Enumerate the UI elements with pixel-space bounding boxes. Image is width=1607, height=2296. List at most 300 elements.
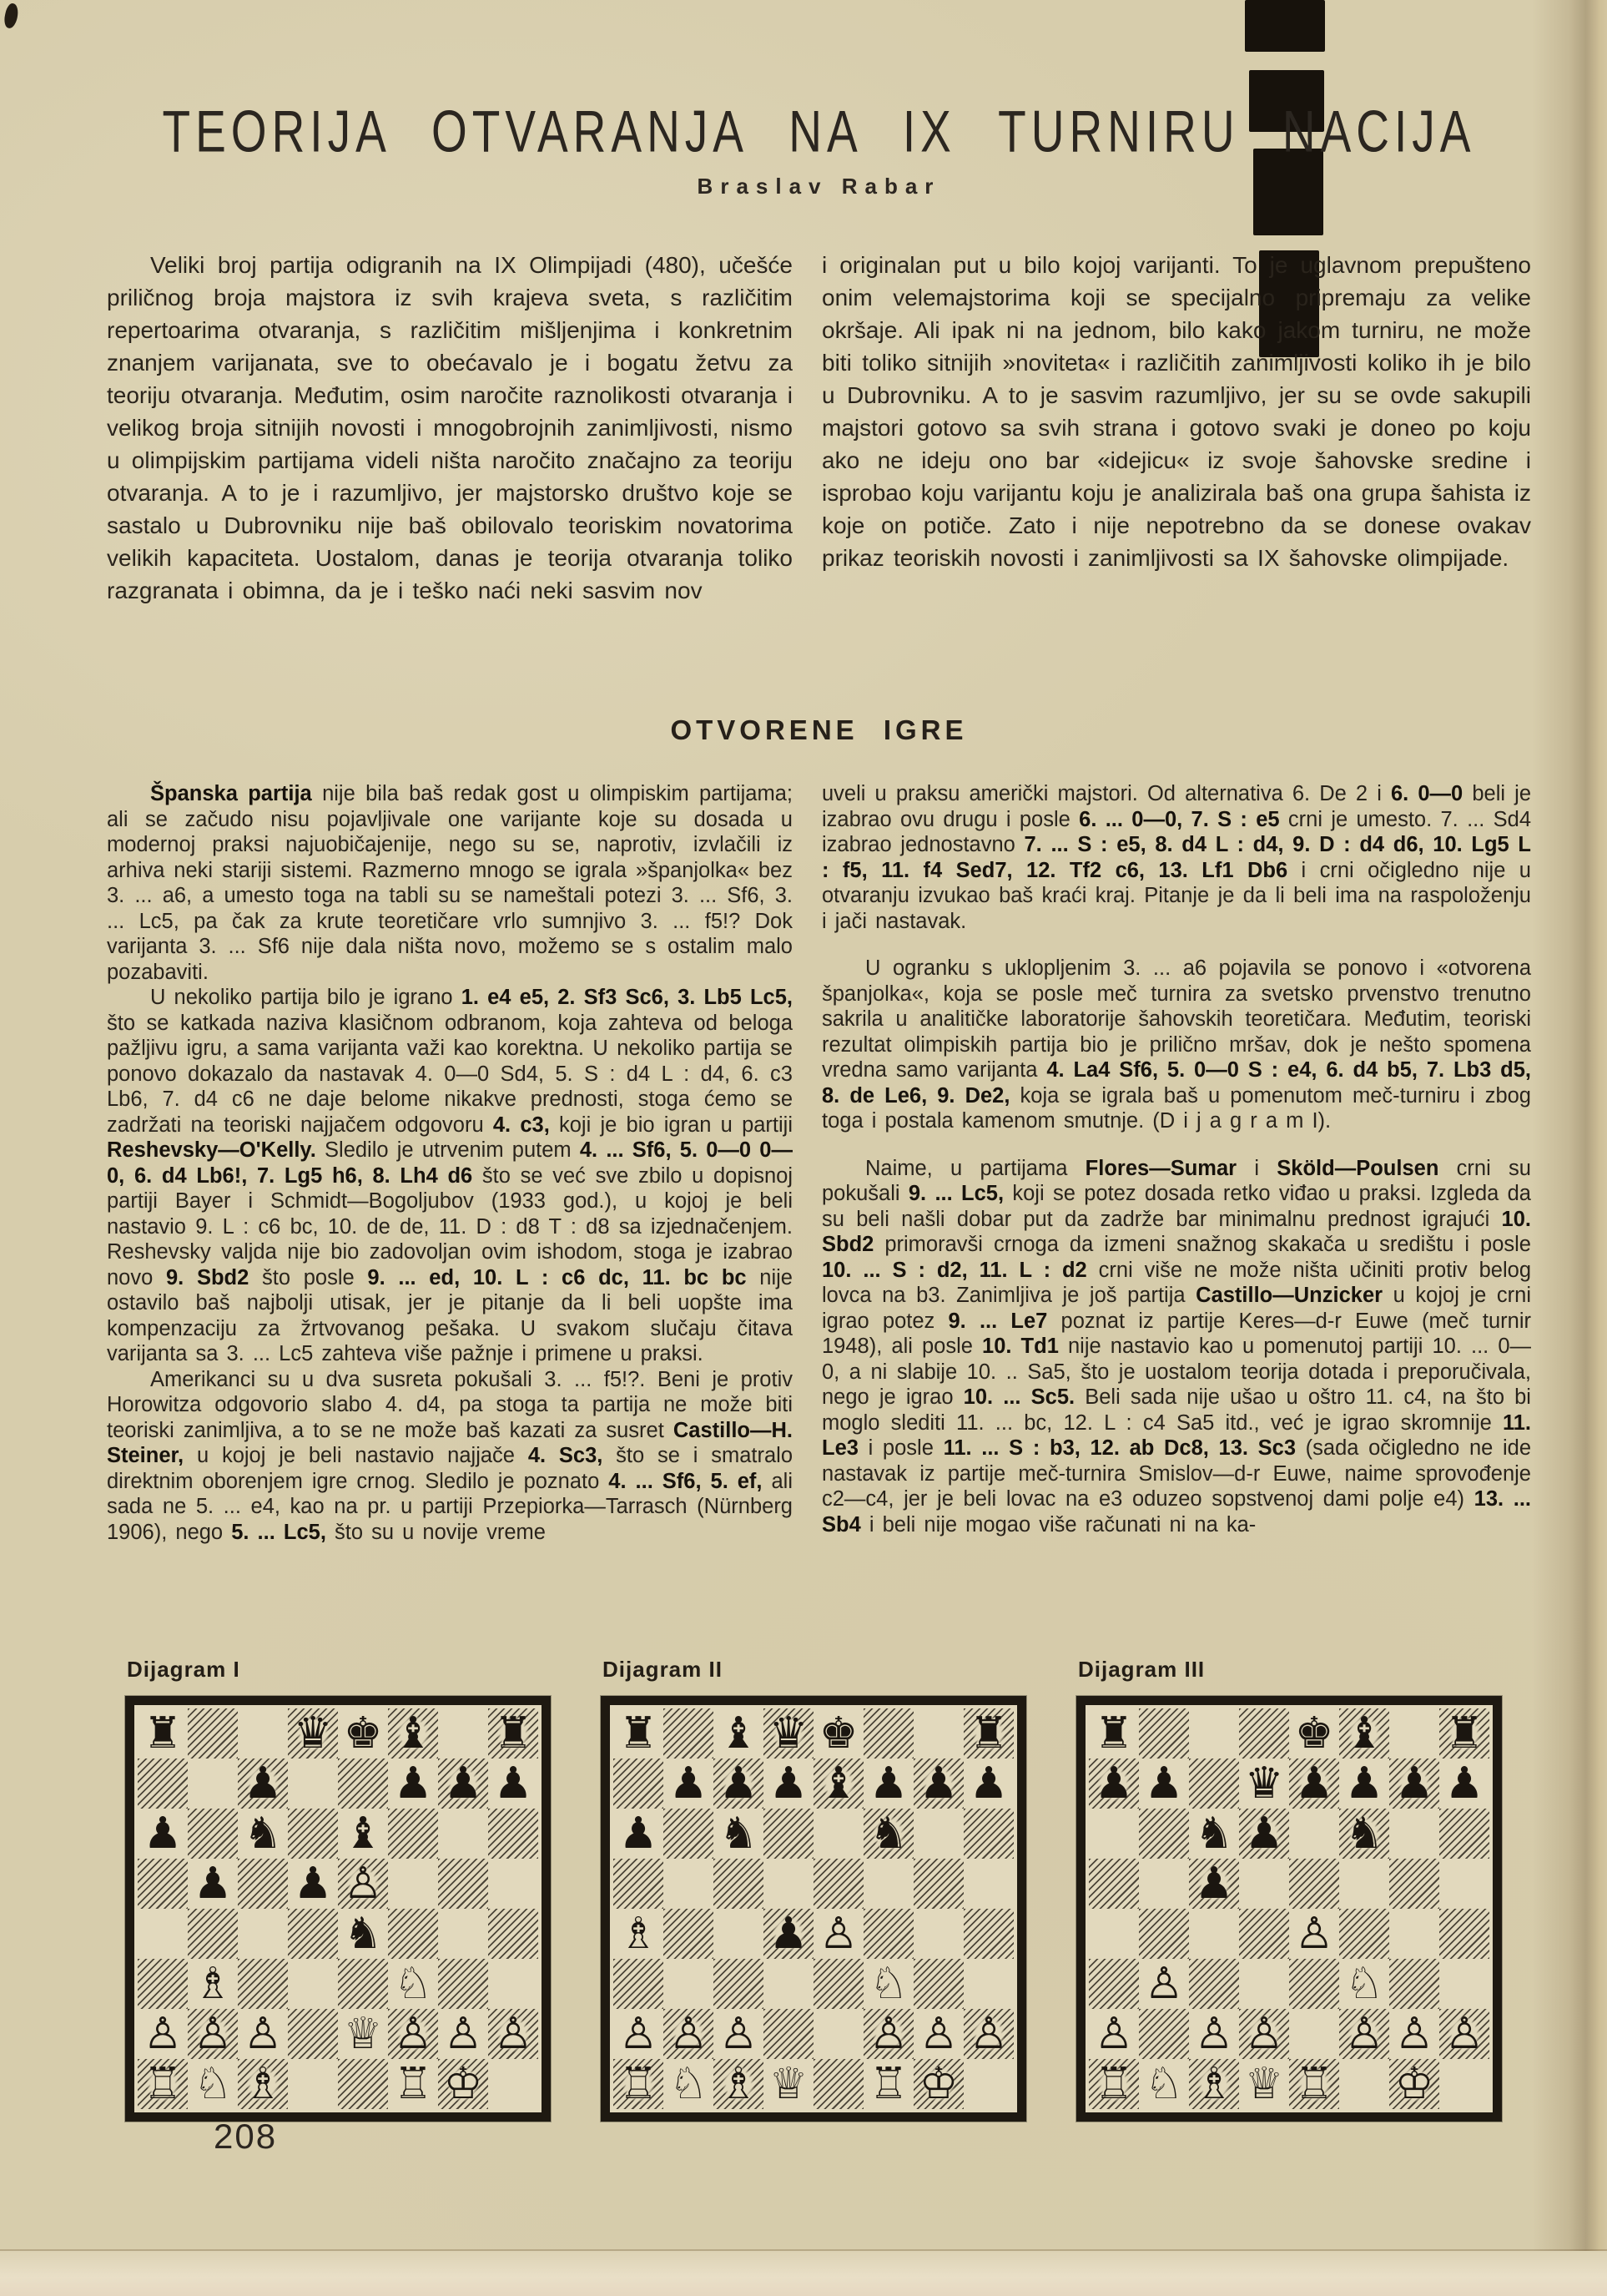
board-square <box>914 1809 964 1859</box>
board-square <box>864 1909 914 1959</box>
white-pawn-icon: ♙ <box>1443 2010 1487 2058</box>
white-king-icon: ♔ <box>441 2060 486 2108</box>
white-queen-icon: ♕ <box>343 2009 383 2059</box>
board-square <box>1439 1809 1489 1859</box>
black-pawn-icon: ♟ <box>969 1759 1009 1809</box>
board-square <box>864 1959 914 2009</box>
body-text: Naime, u partijama <box>865 1156 1086 1180</box>
board-square <box>814 2009 864 2059</box>
black-pawn-icon: ♟ <box>618 1809 658 1859</box>
board-square <box>763 2009 814 2059</box>
board-square <box>1239 2059 1289 2109</box>
article-author: Braslav Rabar <box>697 174 941 199</box>
board-square <box>488 1809 538 1859</box>
board-square <box>814 1909 864 1959</box>
black-pawn-icon: ♟ <box>1292 1759 1337 1808</box>
board-square <box>188 1859 238 1909</box>
board-square <box>338 1909 388 1959</box>
body-text: Beli sada nije ušao u oštro 11. c4, na što bi moglo slediti 11. ... bc, 12. L : c4 Sa5 itd., već je igrao skromnije <box>822 1385 1531 1435</box>
board-square <box>663 1859 713 1909</box>
board-square <box>1289 2009 1339 2059</box>
board-square <box>814 1759 864 1809</box>
black-rook-icon: ♜ <box>967 1709 1011 1758</box>
board-square <box>914 2059 964 2109</box>
board-square <box>1389 1959 1439 2009</box>
board-square <box>1389 1859 1439 1909</box>
board-square <box>763 1859 814 1909</box>
white-bishop-icon: ♗ <box>193 1959 233 2009</box>
paragraph <box>822 249 1531 574</box>
board-square <box>438 2059 488 2109</box>
board-square <box>338 1809 388 1859</box>
white-knight-icon: ♘ <box>1344 1959 1384 2009</box>
board-square <box>138 1809 188 1859</box>
white-pawn-icon: ♙ <box>618 2009 658 2059</box>
bold-text: 4. c3, <box>492 1113 550 1137</box>
black-pawn-icon: ♟ <box>668 1759 708 1809</box>
board-square <box>388 1909 438 1959</box>
bold-text: 1. e4 e5, 2. Sf3 Sc6, 3. Lb5 Lc5, <box>461 986 793 1009</box>
chess-board <box>125 1696 551 2122</box>
body-text: koji se potez dosada retko viđao u praksi. Izgleda da su beli našli dobar put da zadrže bar minimalnu prednost igrajući <box>822 1182 1531 1231</box>
black-pawn-icon: ♟ <box>193 1859 233 1909</box>
body-text: ali sada ne 5. ... e4, kao na pr. u partiji Przepiorka—Tarrasch (Nürnberg 1906), nego <box>107 1469 793 1544</box>
body-text: i posle <box>858 1436 944 1460</box>
board-square <box>488 1759 538 1809</box>
board-square <box>814 2059 864 2109</box>
white-pawn-icon: ♙ <box>1144 1959 1184 2009</box>
board-square <box>238 2059 288 2109</box>
board-square <box>1139 1859 1189 1909</box>
chess-board <box>1076 1696 1502 2122</box>
black-knight-icon: ♞ <box>718 1809 758 1859</box>
board-square <box>288 1809 338 1859</box>
article-title: TEORIJA OTVARANJA NA IX TURNIRU NACIJA <box>162 98 1476 164</box>
board-square <box>488 1859 538 1909</box>
black-king-icon: ♚ <box>819 1708 859 1759</box>
white-pawn-icon: ♙ <box>1394 2009 1434 2059</box>
board-square <box>964 1959 1014 2009</box>
board-square <box>1389 2009 1439 2059</box>
board-square <box>1139 1708 1189 1759</box>
board-square <box>1089 1909 1139 1959</box>
body-text: što se katkada naziva klasičnom odbranom, koja zahteva od beloga pažljivu igru, a sama varijanta važi kao korektna. U nekoliko partija se ponovo dokazalo da nastavak 4. 0—0 Sd4, 5. S : d4 L : d4, 6. c3 Lb6, 7. d4 c6 ne daje belome nikakve prednosti, stoga ćemo se zadržati na teoriski najjačem odgovoru <box>107 1011 793 1137</box>
white-bishop-icon: ♗ <box>717 2060 761 2108</box>
board-square <box>864 1708 914 1759</box>
bold-text: 11. Le3 <box>822 1410 1531 1460</box>
board-square <box>1439 1859 1489 1909</box>
board-square <box>1339 1708 1389 1759</box>
white-pawn-icon: ♙ <box>191 2010 235 2058</box>
black-bishop-icon: ♝ <box>718 1708 758 1759</box>
body-text: U ogranku s uklopljenim 3. ... a6 pojavila se ponovo i «otvorena španjolka«, koja se posle meč turnira za svetsko prvenstvo trenutno sakrila u analitičke laboratorije šahovskih teoretičara. Međutim, teoriski rezultat olimpiskih partija bio je prilično mršav, dok je nešto spomena vredna samo varijanta <box>822 956 1531 1082</box>
bold-text: 4. La4 Sf6, 5. 0—0 S : e4, 6. d4 b5, 7. Lb3 d5, 8. de Le6, 9. De2, <box>822 1058 1532 1108</box>
white-queen-icon: ♕ <box>1244 2059 1284 2109</box>
board-square <box>663 1708 713 1759</box>
page-number: 208 <box>214 2117 278 2156</box>
board-square <box>1439 1959 1489 2009</box>
board-square <box>188 1909 238 1959</box>
white-rook-icon: ♖ <box>1092 2060 1136 2108</box>
board-square <box>138 1759 188 1809</box>
board-square <box>438 2009 488 2059</box>
board-square <box>964 1909 1014 1959</box>
diagram-caption: Dijagram II <box>602 1657 723 1682</box>
board-square <box>964 1759 1014 1809</box>
board-square <box>713 2009 763 2059</box>
body-text: U nekoliko partija bilo je igrano <box>150 986 461 1009</box>
board-square <box>138 2009 188 2059</box>
board-square <box>713 1909 763 1959</box>
black-bishop-icon: ♝ <box>1343 1709 1387 1758</box>
paragraph <box>822 781 1531 934</box>
bold-text: 13. ... Sb4 <box>822 1487 1531 1537</box>
board-square <box>1139 2009 1189 2059</box>
bold-text: 4. ... Sf6, 5. 0—0 0—0, 6. d4 Lb6!, 7. Lg5 h6, 8. Lh4 d6 <box>107 1138 793 1188</box>
board-square <box>964 1809 1014 1859</box>
body-text: Sledilo je utrvenim putem <box>315 1138 580 1162</box>
body-text: što se već sve zbilo u dopisnoj partiji Bayer i Schmidt—Bogoljubov (1933 god.), u kojoj je beli nastavio 9. L : c6 bc, 10. de de, 11. D : d8 T : d8 sa izjednačenjem. Reshevsky valjda nije bio zadovoljan ovim ishodom, stoga je izabrao novo <box>107 1163 793 1289</box>
white-knight-icon: ♘ <box>869 1959 909 2009</box>
board-square <box>613 1859 663 1909</box>
board-square <box>438 1809 488 1859</box>
white-pawn-icon: ♙ <box>391 2010 436 2058</box>
board-square <box>1239 1809 1289 1859</box>
board-square <box>438 1909 488 1959</box>
body-text: u kojoj je beli nastavio najjače <box>184 1444 528 1467</box>
board-square <box>864 2009 914 2059</box>
board-square <box>438 1959 488 2009</box>
board-square <box>1389 2059 1439 2109</box>
board-square <box>1239 2009 1289 2059</box>
scan-ink-mark <box>3 3 20 29</box>
bold-text: 5. ... Lc5, <box>231 1520 326 1544</box>
board-square <box>1239 1909 1289 1959</box>
body-text: koji je bio igran u partiji <box>549 1113 793 1137</box>
bold-text: 9. ... Lc5, <box>908 1182 1005 1205</box>
white-rook-icon: ♖ <box>869 2059 909 2109</box>
board-square <box>914 1859 964 1909</box>
board-square <box>763 1759 814 1809</box>
black-bishop-icon: ♝ <box>817 1759 861 1808</box>
black-bishop-icon: ♝ <box>391 1709 436 1758</box>
white-pawn-icon: ♙ <box>243 2009 283 2059</box>
body-text: koja se igrala baš u pomenutom meč-turniru i zbog toga i postala kamenom smutnje. (D i j a g r a m I). <box>822 1083 1531 1133</box>
board-square <box>388 1959 438 2009</box>
body-text: što su u novije vreme <box>325 1520 546 1544</box>
board-square <box>814 1959 864 2009</box>
body-text: Veliki broj partija odigranih na IX Olimpijadi (480), učešće priličnog broja majstora iz svih krajeva sveta, s različitim repertoarima otvaranja, s različitim mišljenjima i konkretnim znanjem varijanata, sve to obećavalo je i bogatu žetvu za teoriju otvaranja. Međutim, osim naročite raznolikosti otvaranja i velikog broja sitnijih novosti i mnogobrojnih zanimljivosti, nismo u olimpijskim partijama videli ništa naročito značajno za teoriju otvaranja. A to je i razumljivo, jer majstorsko društvo koje se sastalo u Dubrovniku nije baš obilovalo teoriskim novatorima velikih kapaciteta. Uostalom, danas je teorija otvaranja toliko razgranata i obimna, da je i teško naći neki sasvim nov <box>107 252 793 603</box>
board-square <box>388 1708 438 1759</box>
board-square <box>1089 2009 1139 2059</box>
board-square <box>1289 2059 1339 2109</box>
board-square <box>613 1708 663 1759</box>
white-pawn-icon: ♙ <box>718 2009 758 2059</box>
board-square <box>488 1959 538 2009</box>
white-knight-icon: ♘ <box>193 2059 233 2109</box>
board-square <box>663 2059 713 2109</box>
board-square <box>1339 1909 1389 1959</box>
board-square <box>613 1759 663 1809</box>
board-square <box>488 2009 538 2059</box>
board-square <box>1239 1959 1289 2009</box>
black-pawn-icon: ♟ <box>241 1759 285 1808</box>
body-text: što se i smatralo direktnim oborenjem igre crnog. Sledilo je poznato <box>107 1444 793 1493</box>
board-square <box>1389 1759 1439 1809</box>
black-pawn-icon: ♟ <box>143 1809 183 1859</box>
board-square <box>238 2009 288 2059</box>
black-pawn-icon: ♟ <box>441 1759 486 1808</box>
board-square <box>1089 1759 1139 1809</box>
board-square <box>763 1708 814 1759</box>
board-square <box>1189 1859 1239 1909</box>
board-square <box>1189 2059 1239 2109</box>
white-pawn-icon: ♙ <box>919 2009 959 2059</box>
body-text: nije nastavio kao u pomenutoj partiji 10. ... 0—0, a ni slabije 10. .. Sa5, što je uostalom teorija dotada i preporučivala, nego je igrao <box>822 1335 1531 1409</box>
board-square <box>338 1759 388 1809</box>
board-square <box>138 1959 188 2009</box>
board-square <box>1239 1859 1289 1909</box>
board-square <box>288 1759 338 1809</box>
board-square <box>1189 1809 1239 1859</box>
board-square <box>1139 1909 1189 1959</box>
board-square <box>1339 2009 1389 2059</box>
board-square <box>238 1708 288 1759</box>
white-pawn-icon: ♙ <box>1194 2009 1234 2059</box>
body-text: primoravši crnoga da izmeni snažnog skakača u središtu i posle <box>874 1233 1531 1256</box>
board-square <box>238 1859 288 1909</box>
board-square <box>1089 1859 1139 1909</box>
board-square <box>188 1959 238 2009</box>
main-column-left <box>107 781 793 1545</box>
board-square <box>1089 1809 1139 1859</box>
board-square <box>1139 2059 1189 2109</box>
board-square <box>964 1708 1014 1759</box>
board-square <box>388 2009 438 2059</box>
board-square <box>713 1809 763 1859</box>
main-columns <box>107 781 1531 1545</box>
bold-text: 10. ... S : d2, 11. L : d2 <box>822 1258 1087 1282</box>
bold-text: Flores—Sumar <box>1085 1156 1237 1180</box>
black-rook-icon: ♜ <box>143 1708 183 1759</box>
board-square <box>1139 1759 1189 1809</box>
board-square <box>713 1708 763 1759</box>
board-square <box>1189 1959 1239 2009</box>
board-square <box>964 2059 1014 2109</box>
black-pawn-icon: ♟ <box>768 1759 809 1809</box>
board-square <box>388 1809 438 1859</box>
bold-text: 6. 0—0 <box>1391 782 1463 805</box>
board-square <box>1189 2009 1239 2059</box>
bold-text: 11. ... S : b3, 12. ab Dc8, 13. Sc3 <box>943 1436 1297 1460</box>
board-square <box>138 1859 188 1909</box>
board-square <box>1239 1708 1289 1759</box>
board-square <box>238 1959 288 2009</box>
board-square <box>663 2009 713 2059</box>
white-rook-icon: ♖ <box>141 2060 185 2108</box>
board-square <box>338 2009 388 2059</box>
black-pawn-icon: ♟ <box>1144 1759 1184 1809</box>
board-square <box>138 1909 188 1959</box>
board-square <box>1439 1759 1489 1809</box>
white-queen-icon: ♕ <box>768 2059 809 2109</box>
board-square <box>1289 1959 1339 2009</box>
black-queen-icon: ♛ <box>767 1709 811 1758</box>
board-square <box>1289 1708 1339 1759</box>
board-square <box>613 2009 663 2059</box>
black-pawn-icon: ♟ <box>493 1759 533 1809</box>
body-text: i originalan put u bilo kojoj varijanti. To je uglavnom prepušteno onim velemajstorima koji se specijalno pripremaju za velike okršaje. Ali ipak ni na jednom, bilo kako jakom turniru, ne može biti toliko sitnijih »noviteta« i različitih zanimljivosti koliko ih je bilo u Dubrovniku. A to je sasvim razumljivo, jer su se ovde sakupili majstori gotovo sa svih strana i gotovo svaki je doneo po koju ako ne ideju ono bar «idejicu« iz svoje šahovske sredine i isprobao koju varijantu koju je analizirala baš ona grupa šahista iz koje on potiče. Zato i nije nepotrebno da se donese ovakav prikaz teoriskih novosti i zanimljivosti sa IX šahovske olimpijade. <box>822 252 1531 571</box>
body-text: nije ostavilo baš najbolji utisak, jer je pitanje da li beli uopšte ima kompenzaciju za žrtvovanog pešaka. U svakom slučaju čitava varijanta sa 3. ... Lc5 zahteva više pažnje i primene u praksi. <box>107 1265 793 1365</box>
white-pawn-icon: ♙ <box>967 2010 1011 2058</box>
board-square <box>814 1809 864 1859</box>
board-square <box>814 1708 864 1759</box>
white-pawn-icon: ♙ <box>341 1860 385 1908</box>
board-square <box>338 2059 388 2109</box>
board-square <box>713 1959 763 2009</box>
bold-text: 7. ... S : e5, 8. d4 L : d4, 9. D : d4 d6, 10. Lg5 L : f5, 11. f4 Sed7, 12. Tf2 c6, 13. Lf1 Db6 <box>822 833 1531 882</box>
board-square <box>1339 1859 1389 1909</box>
board-square <box>914 2009 964 2059</box>
white-pawn-icon: ♙ <box>443 2009 483 2059</box>
board-square <box>763 2059 814 2109</box>
paragraph <box>107 781 793 985</box>
board-square <box>663 1759 713 1809</box>
black-knight-icon: ♞ <box>343 1909 383 1959</box>
board-square <box>1339 1759 1389 1809</box>
bold-text: 9. ... ed, 10. L : c6 dc, 11. bc bc <box>367 1265 747 1289</box>
diagram-caption: Dijagram III <box>1078 1657 1206 1682</box>
board-square <box>188 1809 238 1859</box>
bold-text: 10. ... Sc5. <box>963 1385 1076 1409</box>
board-square <box>613 1959 663 2009</box>
board-square <box>338 1959 388 2009</box>
bold-text: Španska partija <box>150 782 312 805</box>
board-square <box>288 2009 338 2059</box>
board-square <box>814 1859 864 1909</box>
black-knight-icon: ♞ <box>1343 1809 1387 1858</box>
white-bishop-icon: ♗ <box>1192 2060 1237 2108</box>
board-square <box>1239 1759 1289 1809</box>
board-square <box>713 1859 763 1909</box>
body-text: što posle <box>249 1265 368 1289</box>
board-square <box>763 1909 814 1959</box>
board-square <box>713 1759 763 1809</box>
body-text: poznat iz partije Keres—d-r Euwe (meč turnir 1948), ali posle <box>822 1309 1531 1358</box>
board-square <box>138 2059 188 2109</box>
white-knight-icon: ♘ <box>393 1959 433 2009</box>
board-square <box>488 1909 538 1959</box>
board-square <box>188 2059 238 2109</box>
board-square <box>1189 1909 1239 1959</box>
body-text: nije bila baš redak gost u olimpiskim partijama; ali se začudo nisu pojavljivale one varijante koje su dosada u modernoj praksi najuobičajenije, nego su se, naprotiv, izvlačili iz arhiva neki stariji sistemi. Razmerno mnogo se igrala »španjolka« bez 3. ... a6, a umesto toga na tabli su se nameštali potezi 3. ... Sf6, 3. ... Lc5, pa čak za krute teoretičare vrlo sumnjivo 3. ... f5!? Dok varijanta 3. ... Sf6 nije dala ništa novo, možemo se s ostalim malo pozabaviti. <box>107 782 793 984</box>
board-square <box>1339 1959 1389 2009</box>
board-square <box>663 1909 713 1959</box>
black-knight-icon: ♞ <box>867 1809 911 1858</box>
bold-text: 10. Td1 <box>982 1335 1059 1358</box>
bold-text: Sköld—Poulsen <box>1277 1156 1439 1180</box>
black-queen-icon: ♛ <box>291 1709 335 1758</box>
scan-artifact-block <box>1245 0 1325 52</box>
body-text: (sada očigledno ne ide nastavak iz partije meč-turnira Smislov—d-r Euwe, naime sprovođenje c2—c4, jer je beli lovac na e3 oduzeo sopstvenoj dami polje e4) <box>822 1436 1531 1511</box>
board-square <box>613 2059 663 2109</box>
board-square <box>188 2009 238 2059</box>
board-square <box>238 1909 288 1959</box>
intro-columns <box>107 249 1531 607</box>
bold-text: Castillo—Unzicker <box>1196 1284 1383 1307</box>
board-square <box>1389 1809 1439 1859</box>
bold-text: 9. Sbd2 <box>166 1265 249 1289</box>
board-square <box>914 1708 964 1759</box>
board-square <box>1139 1809 1189 1859</box>
board-square <box>1289 1859 1339 1909</box>
white-king-icon: ♔ <box>917 2060 961 2108</box>
diagrams-row <box>125 1657 1502 2122</box>
black-knight-icon: ♞ <box>243 1809 283 1859</box>
black-queen-icon: ♛ <box>1244 1759 1284 1809</box>
black-pawn-icon: ♟ <box>1344 1759 1384 1809</box>
board-square <box>1439 2059 1489 2109</box>
body-text: Amerikanci su u dva susreta pokušali 3. ... f5!?. Beni je protiv Horowitza odgovorio slabo 4. d4, pa stoga ta partija ne može biti teoriski zanimljiva, a to se ne može baš kazati za susret <box>107 1367 793 1442</box>
board-square <box>288 1859 338 1909</box>
black-bishop-icon: ♝ <box>343 1809 383 1859</box>
white-rook-icon: ♖ <box>1292 2060 1337 2108</box>
board-square <box>1289 1759 1339 1809</box>
board-square <box>864 1759 914 1809</box>
black-king-icon: ♚ <box>343 1708 383 1759</box>
board-square <box>864 1859 914 1909</box>
black-pawn-icon: ♟ <box>1092 1759 1136 1808</box>
board-square <box>1089 1708 1139 1759</box>
body-text: i crni očigledno nije u otvaranju izvukao baš kraći kraj. Pitanje je da li beli ima na raspoloženju i jači nastavak. <box>822 858 1531 933</box>
board-square <box>188 1759 238 1809</box>
chess-board <box>601 1696 1026 2122</box>
black-rook-icon: ♜ <box>618 1708 658 1759</box>
board-square <box>1389 1909 1439 1959</box>
black-pawn-icon: ♟ <box>717 1759 761 1808</box>
board-square <box>1289 1909 1339 1959</box>
board-square <box>288 1909 338 1959</box>
board-square <box>288 2059 338 2109</box>
body-text: u kojoj je crni igrao potez <box>822 1284 1531 1333</box>
black-pawn-icon: ♟ <box>767 1910 811 1958</box>
board-square <box>1289 1809 1339 1859</box>
board-square <box>488 2059 538 2109</box>
bold-text: 9. ... Le7 <box>948 1309 1048 1333</box>
body-text: crni su pokušali <box>822 1156 1531 1205</box>
body-text: uveli u praksu američki majstori. Od alternativa 6. De 2 i <box>822 782 1391 805</box>
board-square <box>238 1809 288 1859</box>
intro-column-right <box>822 249 1531 607</box>
board-square <box>613 1809 663 1859</box>
board-square <box>663 1809 713 1859</box>
white-pawn-icon: ♙ <box>667 2010 711 2058</box>
black-king-icon: ♚ <box>1294 1708 1334 1759</box>
board-square <box>763 1809 814 1859</box>
white-king-icon: ♔ <box>1393 2060 1437 2108</box>
diagram-caption: Dijagram I <box>127 1657 240 1682</box>
board-square <box>1439 1909 1489 1959</box>
board-square <box>613 1909 663 1959</box>
paragraph <box>822 956 1531 1134</box>
black-rook-icon: ♜ <box>1443 1709 1487 1758</box>
board-square <box>1189 1759 1239 1809</box>
body-text: i beli nije mogao više računati ni na ka- <box>860 1512 1257 1537</box>
white-pawn-icon: ♙ <box>1343 2010 1387 2058</box>
board-square <box>488 1708 538 1759</box>
paragraph <box>822 1156 1531 1538</box>
paragraph <box>107 249 793 607</box>
